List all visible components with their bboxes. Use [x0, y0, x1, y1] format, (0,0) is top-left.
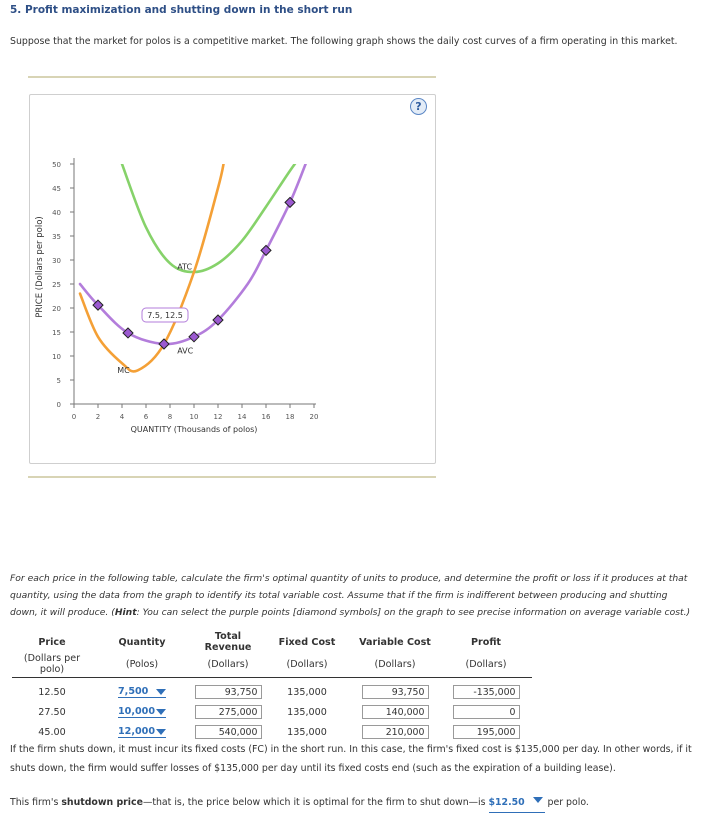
profit-input[interactable]: -135,000: [453, 685, 520, 699]
y-tick-label: 35: [52, 233, 61, 241]
price-cell: 27.50: [38, 706, 66, 718]
profit-input[interactable]: 195,000: [453, 725, 520, 739]
price-cell: 12.50: [38, 686, 66, 698]
y-tick-label: 0: [56, 401, 61, 409]
fixed-cost-cell: 135,000: [287, 706, 327, 718]
th-quantity-unit: (Polos): [92, 653, 192, 678]
avc-point-diamond[interactable]: [285, 197, 295, 207]
quantity-dropdown[interactable]: 7,500: [118, 686, 166, 698]
x-tick-label: 0: [71, 413, 77, 421]
y-tick-label: 40: [52, 209, 61, 217]
tooltip-text: 7.5, 12.5: [147, 311, 183, 320]
y-tick-label: 5: [56, 377, 61, 385]
x-tick-label: 10: [189, 413, 199, 421]
x-axis-title: QUANTITY (Thousands of polos): [130, 425, 258, 434]
y-tick-label: 25: [52, 281, 61, 289]
atc-label: ATC: [177, 262, 193, 272]
shutdown-question: This firm's shutdown price—that is, the price below which it is optimal for the firm to shut down—is $12.50 per polo.: [10, 793, 700, 813]
th-variable-unit: (Dollars): [350, 653, 440, 678]
profit-input[interactable]: 0: [453, 705, 520, 719]
chevron-down-icon: [156, 729, 166, 735]
hint-label: Hint: [114, 607, 137, 618]
divider-bottom: [28, 476, 436, 478]
x-tick-label: 12: [213, 413, 223, 421]
x-tick-label: 18: [285, 413, 295, 421]
chevron-down-icon: [156, 709, 166, 715]
shutdown-price-dropdown[interactable]: $12.50: [489, 793, 545, 813]
th-fixed-unit: (Dollars): [264, 653, 350, 678]
th-profit: Profit: [470, 636, 502, 648]
x-tick-label: 16: [261, 413, 271, 421]
page-title: 5. Profit maximization and shutting down in the short run: [10, 4, 353, 16]
instructions: For each price in the following table, calculate the firm's optimal quantity of units to produce, and determine the profit or loss if it produces at that quantity, using the data from the graph to identify its total variable cost. Assume that if the firm is indifferent between producing and shutting down, it will produce. (Hint: You can select the purple points [diamond symbols] on the graph to see precise information on average variable cost.): [10, 573, 691, 618]
shutdown-paragraph: If the firm shuts down, it must incur its fixed costs (FC) in the short run. In this case, the firm's fixed cost is $135,000 per day. In other words, if it shuts down, the firm would suffer losses of $135,000 per day until its fixed costs end (such as the expiration of a building lease).: [10, 744, 692, 774]
x-tick-label: 14: [237, 413, 247, 421]
mc-curve: [80, 162, 224, 372]
x-tick-label: 6: [143, 413, 149, 421]
th-fixed: Fixed Cost: [278, 636, 336, 648]
th-revenue: Total Revenue: [204, 631, 252, 653]
price-cell: 45.00: [38, 726, 66, 738]
avc-label: AVC: [177, 346, 194, 356]
y-axis-title: PRICE (Dollars per polo): [35, 216, 45, 318]
y-tick-label: 45: [52, 185, 61, 193]
x-tick-label: 4: [119, 413, 125, 421]
y-tick-label: 20: [52, 305, 61, 313]
th-revenue-unit: (Dollars): [192, 653, 264, 678]
chevron-down-icon: [156, 689, 166, 695]
mc-label: MC: [117, 365, 130, 375]
revenue-input[interactable]: 275,000: [195, 705, 262, 719]
y-tick-label: 15: [52, 329, 61, 337]
th-price-unit: (Dollars per polo): [12, 653, 92, 678]
revenue-input[interactable]: 540,000: [195, 725, 262, 739]
atc-curve: [122, 150, 306, 272]
help-button[interactable]: ?: [410, 98, 427, 115]
variable-cost-input[interactable]: 93,750: [362, 685, 429, 699]
th-price: Price: [38, 636, 66, 648]
variable-cost-input[interactable]: 140,000: [362, 705, 429, 719]
profit-table: [12, 631, 532, 742]
y-tick-label: 10: [52, 353, 61, 361]
th-profit-unit: (Dollars): [440, 653, 532, 678]
variable-cost-input[interactable]: 210,000: [362, 725, 429, 739]
avc-point-diamond[interactable]: [261, 245, 271, 255]
fixed-cost-cell: 135,000: [287, 686, 327, 698]
quantity-dropdown[interactable]: 12,000: [118, 726, 166, 738]
avc-curve: [80, 164, 306, 344]
intro-text: Suppose that the market for polos is a competitive market. The following graph shows the daily cost curves of a firm operating in this market.: [10, 36, 678, 47]
avc-point-diamond[interactable]: [189, 332, 199, 342]
y-tick-label: 50: [52, 161, 61, 169]
table-row: [12, 678, 532, 703]
chevron-down-icon: [533, 797, 543, 803]
revenue-input[interactable]: 93,750: [195, 685, 262, 699]
table-row: [12, 702, 532, 722]
table-row: [12, 722, 532, 742]
y-tick-label: 30: [52, 257, 61, 265]
th-quantity: Quantity: [118, 636, 166, 648]
quantity-dropdown[interactable]: 10,000: [118, 706, 166, 718]
x-tick-label: 2: [95, 413, 101, 421]
x-tick-label: 20: [309, 413, 319, 421]
x-tick-label: 8: [167, 413, 173, 421]
fixed-cost-cell: 135,000: [287, 726, 327, 738]
th-variable: Variable Cost: [359, 636, 431, 648]
